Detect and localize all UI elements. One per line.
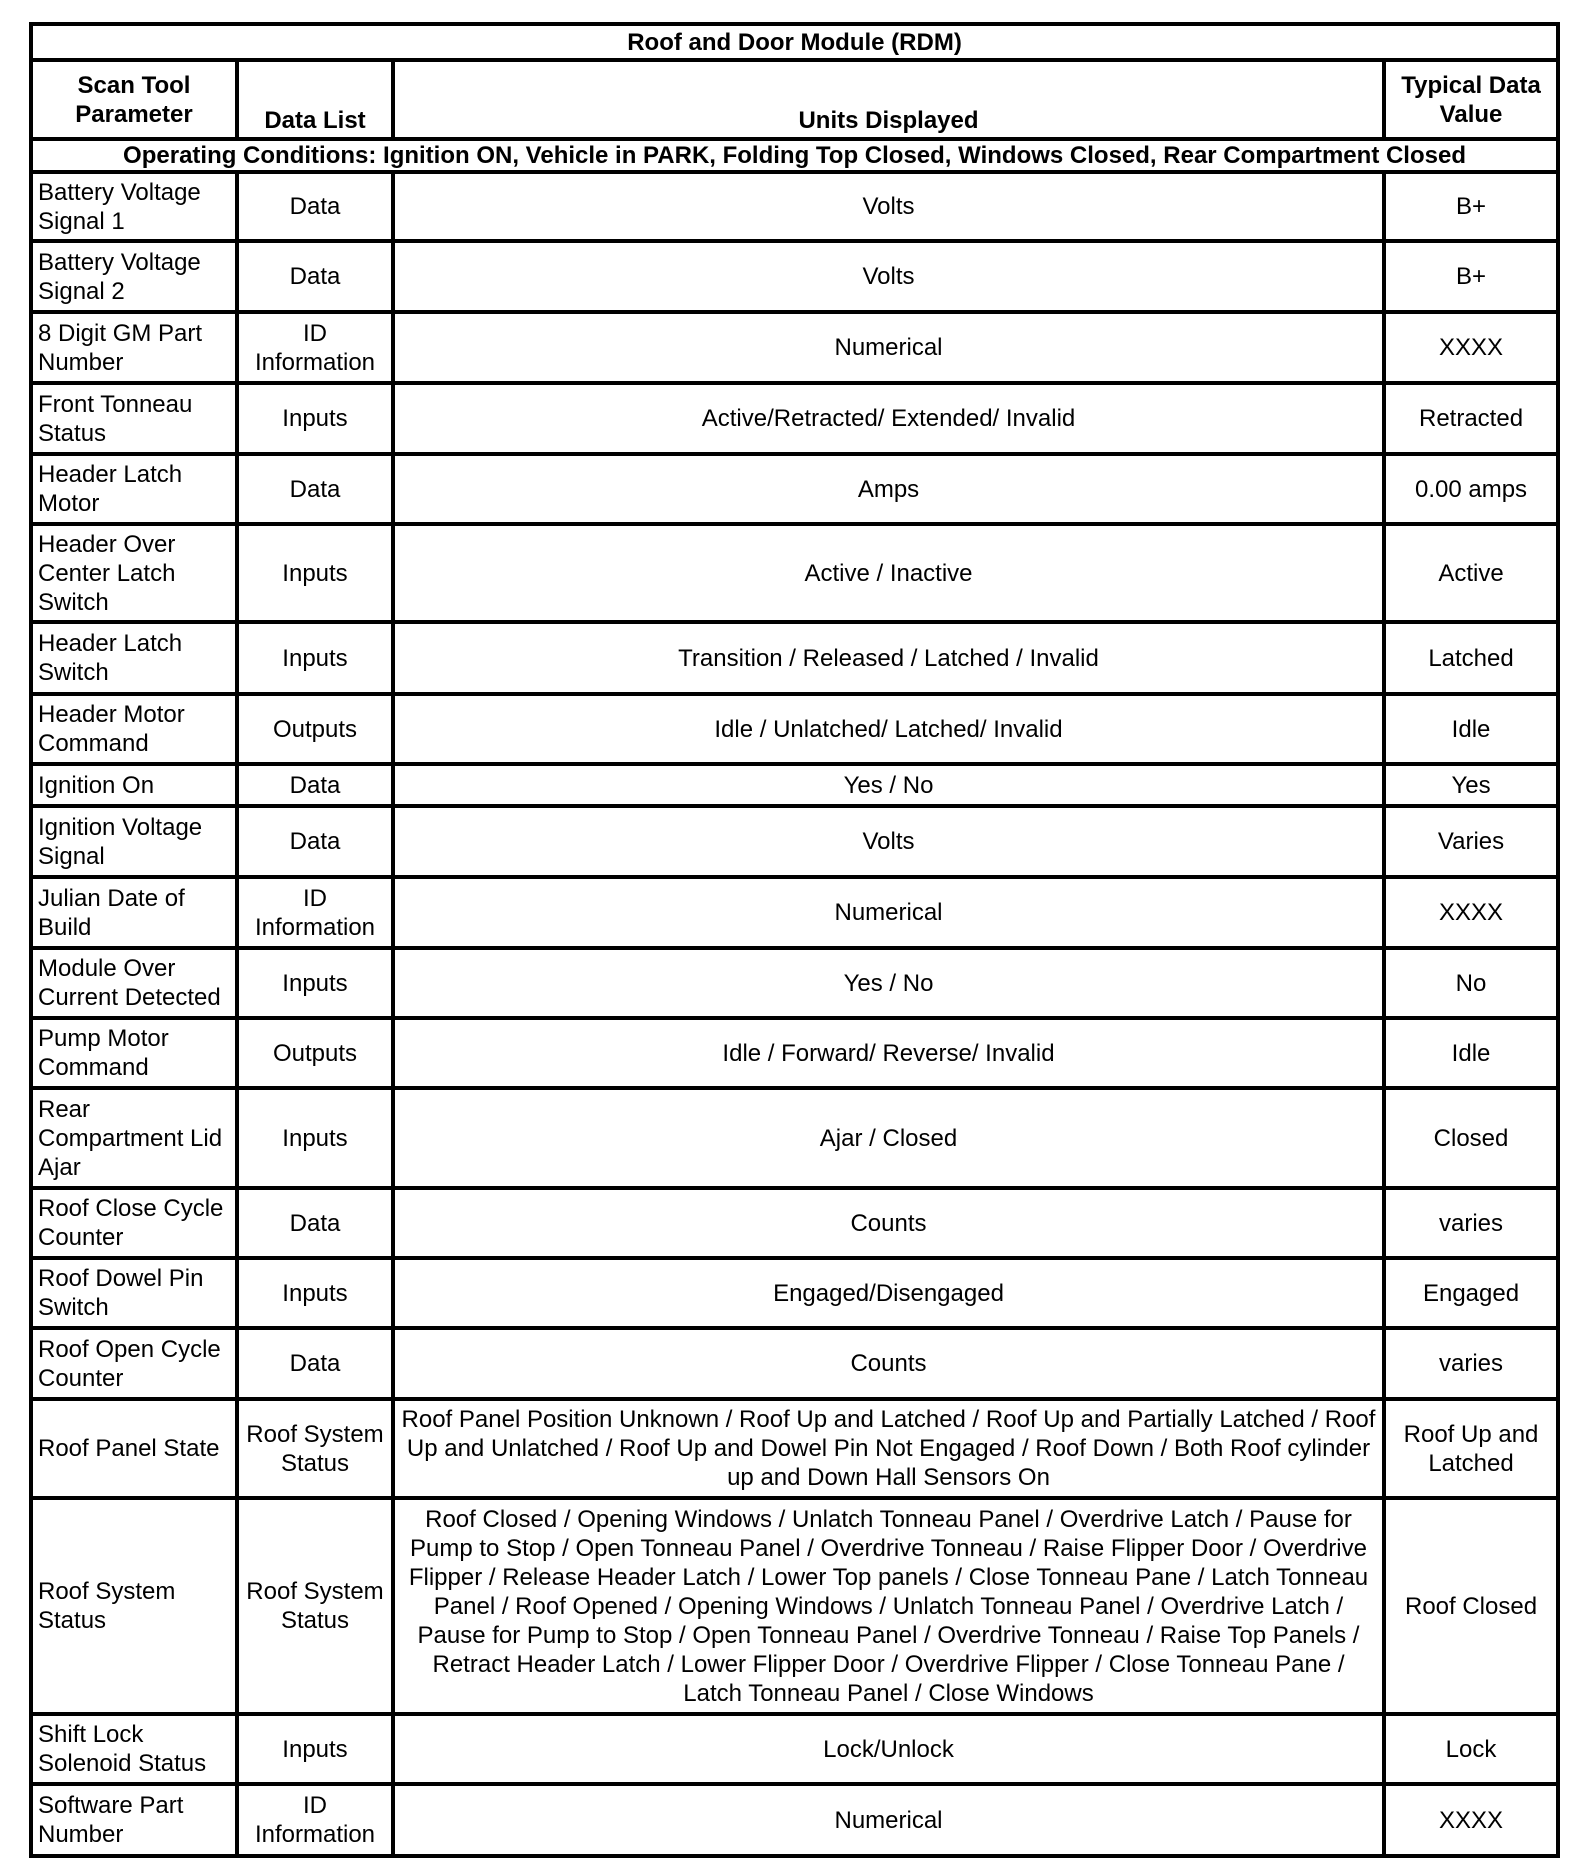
table-row (31, 1188, 1558, 1258)
table-title: Roof and Door Module (RDM) (31, 24, 1558, 60)
parameter-cell: Ignition On (31, 764, 237, 806)
table-row (31, 312, 1558, 383)
parameter-cell: Header Motor Command (31, 694, 237, 764)
data-list-cell: Inputs (237, 948, 393, 1018)
typical-value-cell: Varies (1384, 806, 1558, 877)
table-row (31, 806, 1558, 877)
typical-value-cell: varies (1384, 1188, 1558, 1258)
parameter-cell: Roof Dowel Pin Switch (31, 1258, 237, 1328)
typical-value-cell: Lock (1384, 1714, 1558, 1784)
typical-value-cell: Idle (1384, 1018, 1558, 1088)
table-row (31, 172, 1558, 241)
typical-value-cell: XXXX (1384, 877, 1558, 948)
table-row (31, 1328, 1558, 1399)
data-list-cell: Roof System Status (237, 1498, 393, 1714)
units-cell: Amps (393, 454, 1384, 524)
units-cell: Numerical (393, 877, 1384, 948)
typical-value-cell: Closed (1384, 1088, 1558, 1188)
data-list-cell: Inputs (237, 1088, 393, 1188)
units-cell: Volts (393, 241, 1384, 312)
table-row (31, 454, 1558, 524)
table-row (31, 241, 1558, 312)
table-row (31, 1784, 1558, 1856)
typical-value-cell: B+ (1384, 172, 1558, 241)
table-row (31, 877, 1558, 948)
table-row (31, 1088, 1558, 1188)
units-cell: Volts (393, 172, 1384, 241)
units-cell: Transition / Released / Latched / Invalid (393, 622, 1384, 694)
units-cell: Ajar / Closed (393, 1088, 1384, 1188)
data-list-cell: ID Information (237, 312, 393, 383)
table-row (31, 694, 1558, 764)
typical-value-cell: Yes (1384, 764, 1558, 806)
parameter-cell: Julian Date of Build (31, 877, 237, 948)
parameter-cell: Roof Panel State (31, 1399, 237, 1498)
units-cell: Counts (393, 1188, 1384, 1258)
table-row (31, 1258, 1558, 1328)
units-cell: Active/Retracted/ Extended/ Invalid (393, 383, 1384, 454)
parameter-cell: Roof Close Cycle Counter (31, 1188, 237, 1258)
table-row (31, 383, 1558, 454)
data-list-cell: Inputs (237, 1258, 393, 1328)
header-scan-tool-parameter: Scan Tool Parameter (31, 60, 237, 139)
typical-value-cell: Roof Up and Latched (1384, 1399, 1558, 1498)
data-list-cell: Inputs (237, 524, 393, 622)
table-row (31, 764, 1558, 806)
data-list-cell: Data (237, 1188, 393, 1258)
typical-value-cell: 0.00 amps (1384, 454, 1558, 524)
units-cell: Counts (393, 1328, 1384, 1399)
data-list-cell: Inputs (237, 383, 393, 454)
operating-conditions: Operating Conditions: Ignition ON, Vehicle in PARK, Folding Top Closed, Windows Closed, Rear Compartment Closed (31, 139, 1558, 172)
typical-value-cell: Engaged (1384, 1258, 1558, 1328)
typical-value-cell: B+ (1384, 241, 1558, 312)
parameter-cell: Roof Open Cycle Counter (31, 1328, 237, 1399)
data-list-cell: Inputs (237, 1714, 393, 1784)
parameter-cell: Header Latch Switch (31, 622, 237, 694)
typical-value-cell: XXXX (1384, 1784, 1558, 1856)
table-row (31, 622, 1558, 694)
header-data-list: Data List (237, 60, 393, 139)
parameter-cell: Ignition Voltage Signal (31, 806, 237, 877)
table-row (31, 1018, 1558, 1088)
parameter-cell: Shift Lock Solenoid Status (31, 1714, 237, 1784)
data-list-cell: Data (237, 172, 393, 241)
typical-value-cell: No (1384, 948, 1558, 1018)
units-cell: Active / Inactive (393, 524, 1384, 622)
data-list-cell: Roof System Status (237, 1399, 393, 1498)
parameter-cell: Header Latch Motor (31, 454, 237, 524)
table-row (31, 524, 1558, 622)
units-cell: Roof Panel Position Unknown / Roof Up and Latched / Roof Up and Partially Latched / Roof Up and Unlatched / Roof Up and Dowel Pin Not Engaged / Roof Down / Both Roof cylinder up and Down Hall Sensors On (393, 1399, 1384, 1498)
rdm-data-table (29, 22, 1560, 1858)
table-row (31, 1498, 1558, 1714)
typical-value-cell: varies (1384, 1328, 1558, 1399)
data-list-cell: Data (237, 241, 393, 312)
data-list-cell: Data (237, 1328, 393, 1399)
units-cell: Engaged/Disengaged (393, 1258, 1384, 1328)
data-list-cell: Data (237, 454, 393, 524)
units-cell: Idle / Unlatched/ Latched/ Invalid (393, 694, 1384, 764)
header-typical-data-value: Typical Data Value (1384, 60, 1558, 139)
parameter-cell: 8 Digit GM Part Number (31, 312, 237, 383)
parameter-cell: Battery Voltage Signal 2 (31, 241, 237, 312)
parameter-cell: Header Over Center Latch Switch (31, 524, 237, 622)
units-cell: Idle / Forward/ Reverse/ Invalid (393, 1018, 1384, 1088)
data-list-cell: Data (237, 764, 393, 806)
parameter-cell: Battery Voltage Signal 1 (31, 172, 237, 241)
typical-value-cell: Idle (1384, 694, 1558, 764)
typical-value-cell: Latched (1384, 622, 1558, 694)
data-list-cell: Data (237, 806, 393, 877)
data-list-cell: ID Information (237, 1784, 393, 1856)
typical-value-cell: Roof Closed (1384, 1498, 1558, 1714)
parameter-cell: Module Over Current Detected (31, 948, 237, 1018)
parameter-cell: Software Part Number (31, 1784, 237, 1856)
units-cell: Numerical (393, 1784, 1384, 1856)
table-row (31, 1714, 1558, 1784)
units-cell: Yes / No (393, 948, 1384, 1018)
typical-value-cell: XXXX (1384, 312, 1558, 383)
parameter-cell: Rear Compartment Lid Ajar (31, 1088, 237, 1188)
units-cell: Lock/Unlock (393, 1714, 1384, 1784)
header-units-displayed: Units Displayed (393, 60, 1384, 139)
parameter-cell: Roof System Status (31, 1498, 237, 1714)
table-row (31, 1399, 1558, 1498)
parameter-cell: Pump Motor Command (31, 1018, 237, 1088)
units-cell: Volts (393, 806, 1384, 877)
data-list-cell: Outputs (237, 694, 393, 764)
data-list-cell: Inputs (237, 622, 393, 694)
data-list-cell: Outputs (237, 1018, 393, 1088)
units-cell: Numerical (393, 312, 1384, 383)
units-cell: Roof Closed / Opening Windows / Unlatch Tonneau Panel / Overdrive Latch / Pause for Pump to Stop / Open Tonneau Panel / Overdrive Tonneau / Raise Flipper Door / Overdrive Flipper / Release Header Latch / Lower Top panels / Close Tonneau Pane / Latch Tonneau Panel / Roof Opened / Opening Windows / Unlatch Tonneau Panel / Overdrive Latch / Pause for Pump to Stop / Open Tonneau Panel / Overdrive Tonneau / Raise Top Panels / Retract Header Latch / Lower Flipper Door / Overdrive Flipper / Close Tonneau Pane / Latch Tonneau Panel / Close Windows (393, 1498, 1384, 1714)
parameter-cell: Front Tonneau Status (31, 383, 237, 454)
typical-value-cell: Active (1384, 524, 1558, 622)
units-cell: Yes / No (393, 764, 1384, 806)
data-list-cell: ID Information (237, 877, 393, 948)
table-row (31, 948, 1558, 1018)
typical-value-cell: Retracted (1384, 383, 1558, 454)
